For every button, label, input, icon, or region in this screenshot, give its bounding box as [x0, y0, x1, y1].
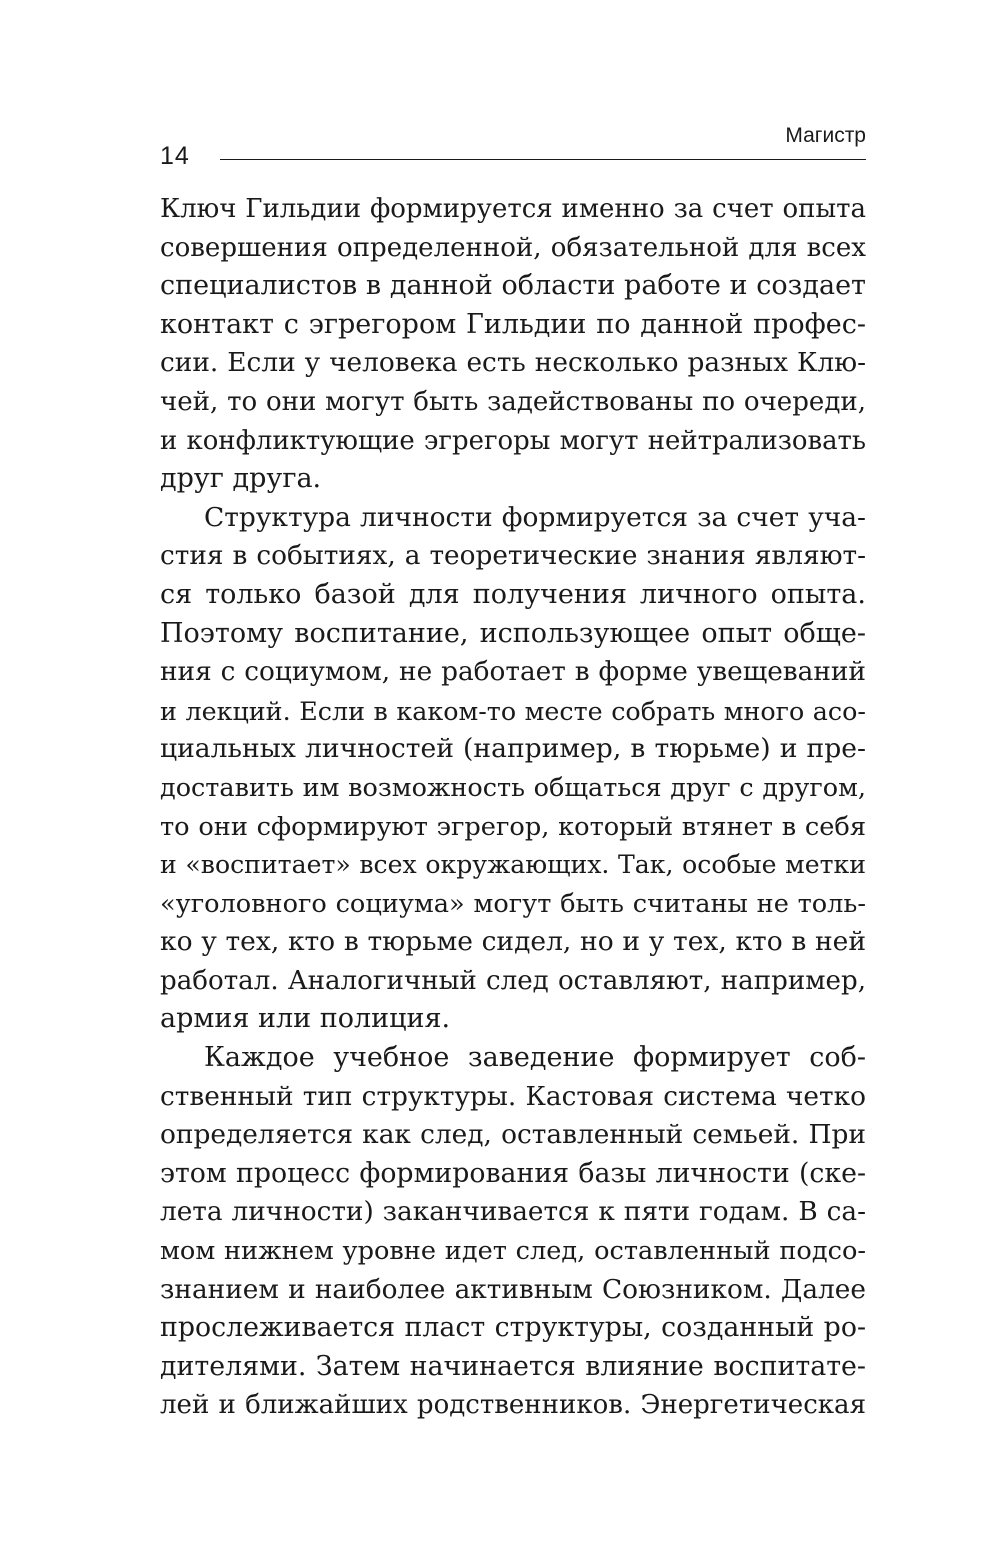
- body-text: [160, 190, 866, 1425]
- paragraph: [160, 1039, 866, 1425]
- text-line: «уголовного социума» могут быть считаны не толь-: [160, 888, 866, 919]
- text-line: лета личности) заканчивается к пяти годам. В са-: [160, 1197, 866, 1228]
- text-line: друг друга.: [160, 463, 322, 495]
- running-title: Магистр: [785, 124, 866, 147]
- text-line: ния с социумом, не работает в форме увещеваний: [160, 657, 866, 688]
- text-line: совершения определенной, обязательной для всех: [160, 232, 866, 263]
- text-line: ственный тип структуры. Кастовая система четко: [160, 1081, 866, 1112]
- text-line: дителями. Затем начинается влияние воспитате-: [160, 1350, 866, 1382]
- text-line: Структура личности формируется за счет уча-: [204, 501, 866, 533]
- text-line: Поэтому воспитание, использующее опыт обще-: [160, 617, 866, 649]
- text-line: мом нижнем уровне идет след, оставленный подсо-: [160, 1236, 866, 1267]
- text-line: специалистов в данной области работе и создает: [160, 270, 866, 302]
- text-line: определяется как след, оставленный семьей. При: [160, 1119, 866, 1151]
- text-line: прослеживается пласт структуры, созданный ро-: [160, 1312, 866, 1344]
- text-line: ся только базой для получения личного опыта.: [160, 578, 866, 610]
- text-line: и лекций. Если в каком-то месте собрать много асо-: [160, 695, 866, 726]
- text-line: чей, то они могут быть задействованы по очереди,: [160, 386, 866, 417]
- paragraph: [160, 190, 866, 499]
- text-line: циальных личностей (например, в тюрьме) и пре-: [160, 733, 866, 765]
- text-line: и конфликтующие эгрегоры могут нейтрализовать: [160, 425, 866, 456]
- text-line: работал. Аналогичный след оставляют, например,: [160, 965, 866, 996]
- text-line: стия в событиях, а теоретические знания являют-: [160, 541, 866, 572]
- text-line: лей и ближайших родственников. Энергетическая: [160, 1390, 866, 1421]
- text-line: этом процесс формирования базы личности (ске-: [160, 1157, 866, 1189]
- text-line: то они сформируют эгрегор, который втянет в себя: [160, 811, 866, 842]
- text-line: сии. Если у человека есть несколько разных Клю-: [160, 348, 866, 379]
- page-number: 14: [160, 142, 190, 170]
- text-line: Ключ Гильдии формируется именно за счет опыта: [160, 194, 866, 224]
- page-header: [160, 120, 866, 170]
- text-line: армия или полиция.: [160, 1003, 451, 1035]
- text-line: и «воспитает» всех окружающих. Так, особые метки: [160, 850, 866, 880]
- text-line: доставить им возможность общаться друг с другом,: [160, 772, 866, 803]
- text-line: Каждое учебное заведение формирует соб-: [204, 1042, 866, 1074]
- paragraph: [160, 499, 866, 1039]
- text-line: ко у тех, кто в тюрьме сидел, но и у тех, кто в ней: [160, 926, 866, 958]
- text-line: контакт с эгрегором Гильдии по данной профес-: [160, 308, 866, 340]
- header-rule: [220, 159, 866, 160]
- text-line: знанием и наиболее активным Союзником. Далее: [160, 1274, 866, 1305]
